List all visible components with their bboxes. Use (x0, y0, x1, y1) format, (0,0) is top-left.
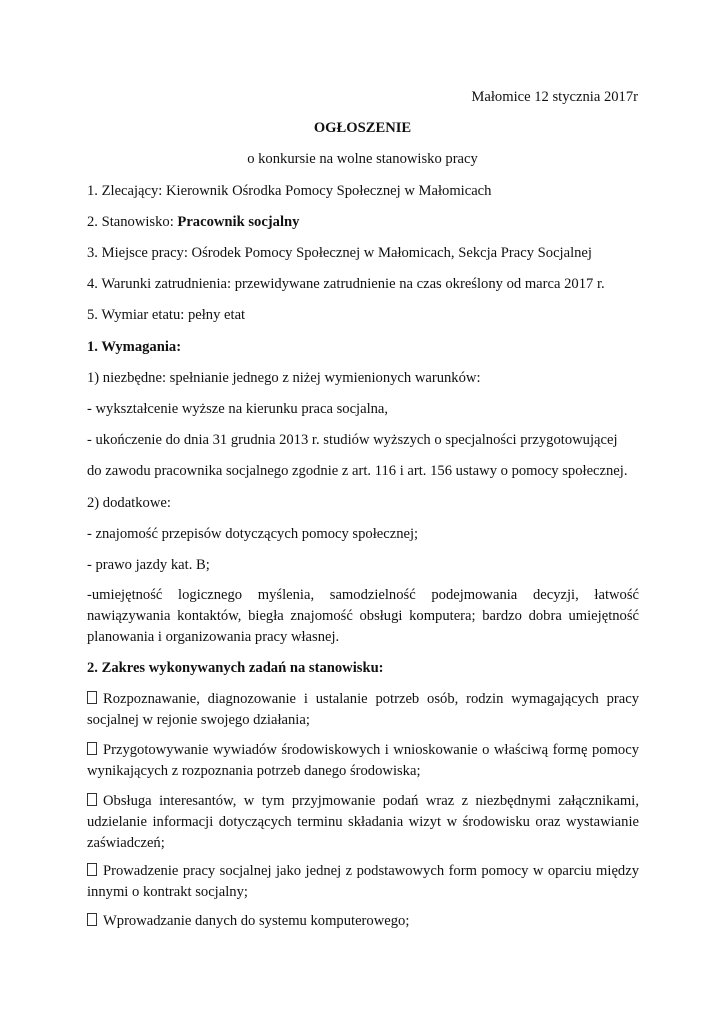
essential-req-a: - wykształcenie wyższe na kierunku praca socjalna, (87, 401, 389, 417)
item-working-time: 5. Wymiar etatu: pełny etat (87, 307, 246, 323)
position-value: Pracownik socjalny (177, 214, 300, 230)
checkbox-bullet-icon (87, 863, 97, 876)
duty-item (87, 911, 639, 932)
additional-req-a: - znajomość przepisów dotyczących pomocy społecznej; (87, 526, 419, 542)
duty-text: Obsługa interesantów, w tym przyjmowanie podań wraz z niezbędnymi załącznikami, udzielanie informacji dotyczących terminu składania wizyt w środowisku oraz wystawianie zaświadczeń; (87, 793, 639, 851)
document-title (0, 119, 725, 137)
duty-text: Wprowadzanie danych do systemu komputerowego; (103, 913, 410, 929)
duty-item (87, 689, 639, 731)
checkbox-bullet-icon (87, 742, 97, 755)
duty-text: Prowadzenie pracy socjalnej jako jednej z podstawowych form pomocy w oparciu między innymi o kontrakt socjalny; (87, 863, 639, 900)
duty-item (87, 791, 639, 854)
title-text: OGŁOSZENIE (313, 120, 412, 136)
position-label: 2. Stanowisko: (87, 214, 178, 230)
checkbox-bullet-icon (87, 691, 97, 704)
additional-req-c: -umiejętność logicznego myślenia, samodzielność podejmowania decyzji, łatwość nawiązywania kontaktów, biegła znajomość obsługi komputera; bardzo dobra umiejętność planowania i organizowania pracy własnej. (87, 587, 639, 645)
item-position (87, 213, 299, 231)
item-employer: 1. Zlecający: Kierownik Ośrodka Pomocy Społecznej w Małomicach (87, 183, 492, 199)
duty-text: Rozpoznawanie, diagnozowanie i ustalanie potrzeb osób, rodzin wymagających pracy socjalnej w rejonie swojego działania; (87, 691, 639, 728)
requirements-heading-text: 1. Wymagania: (87, 339, 182, 355)
requirements-heading (87, 338, 181, 356)
duty-text: Przygotowywanie wywiadów środowiskowych i wnioskowanie o właściwą formę pomocy wynikających z rozpoznania potrzeb danego środowiska; (87, 742, 639, 779)
checkbox-bullet-icon (87, 913, 97, 926)
essential-req-b-line1: - ukończenie do dnia 31 grudnia 2013 r. studiów wyższych o specjalności przygotowującej (87, 432, 618, 448)
duties-heading (87, 659, 384, 677)
item-workplace: 3. Miejsce pracy: Ośrodek Pomocy Społecznej w Małomicach, Sekcja Pracy Socjalnej (87, 245, 592, 261)
checkbox-bullet-icon (87, 793, 97, 806)
duties-heading-text: 2. Zakres wykonywanych zadań na stanowisku: (87, 660, 384, 676)
duty-item (87, 740, 639, 782)
additional-req-b: - prawo jazdy kat. B; (87, 557, 210, 573)
essential-intro: 1) niezbędne: spełnianie jednego z niżej wymienionych warunków: (87, 370, 481, 386)
additional-intro: 2) dodatkowe: (87, 495, 171, 511)
duty-item (87, 861, 639, 903)
document-subtitle: o konkursie na wolne stanowisko pracy (247, 151, 478, 167)
date-place: Małomice 12 stycznia 2017r (471, 89, 638, 105)
essential-req-b-line2: do zawodu pracownika socjalnego zgodnie z art. 116 i art. 156 ustawy o pomocy społecznej. (87, 463, 628, 479)
item-conditions: 4. Warunki zatrudnienia: przewidywane zatrudnienie na czas określony od marca 2017 r. (87, 276, 605, 292)
